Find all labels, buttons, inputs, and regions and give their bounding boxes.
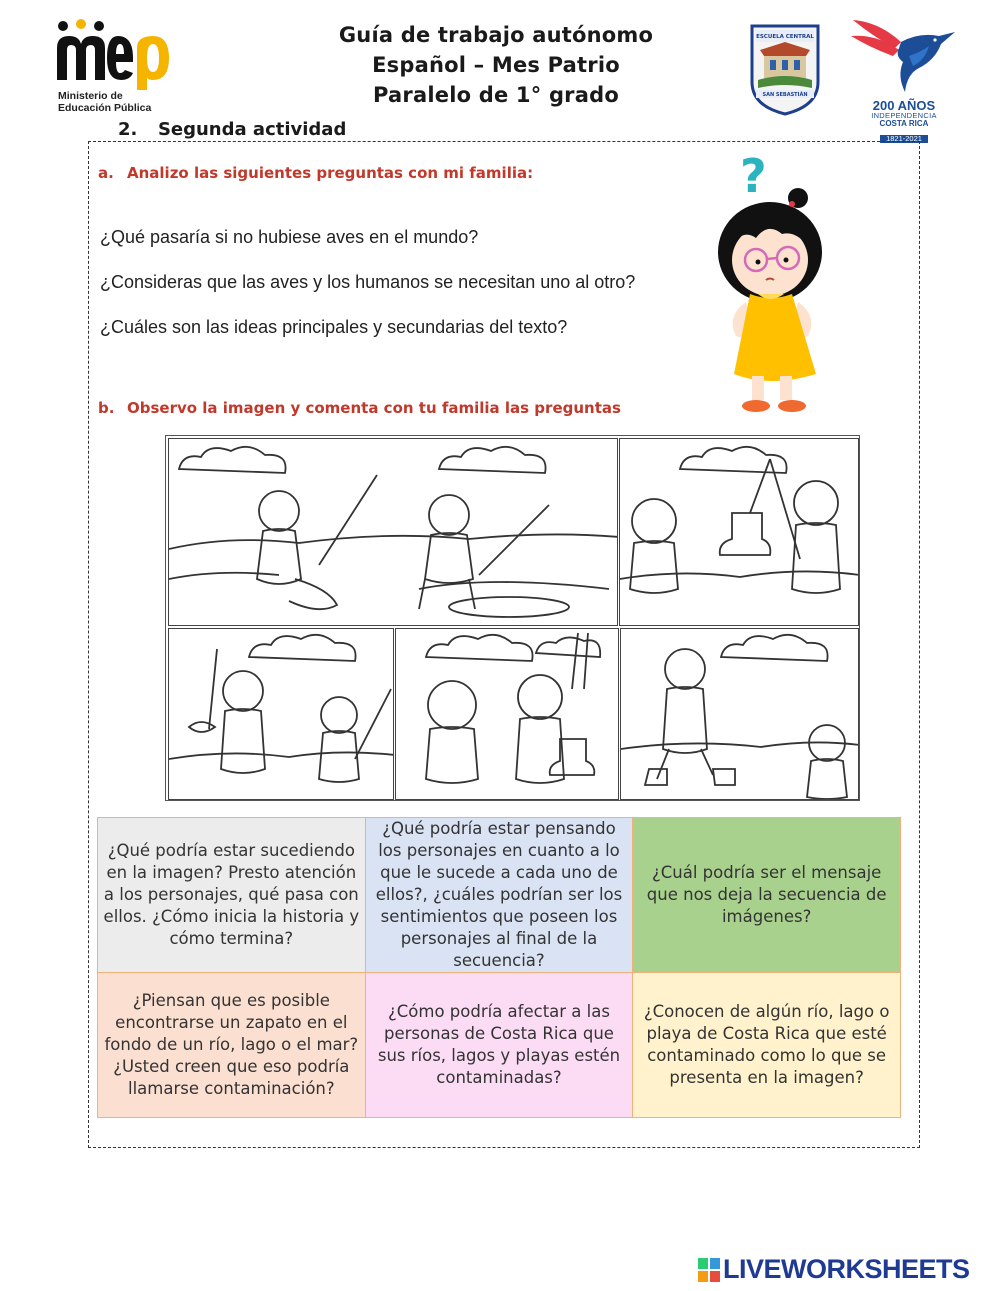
bicentennial-line-3: 1821-2021: [880, 135, 928, 143]
table-row: [98, 973, 901, 1118]
title-line-3: Paralelo de 1° grado: [373, 83, 619, 107]
section-b-letter: b.: [98, 399, 115, 417]
comic-panel-5: [620, 628, 859, 800]
section-a-heading-text: Analizo las siguientes preguntas con mi familia:: [127, 164, 534, 182]
fish-catch-icon: [169, 629, 394, 800]
table-cell: ¿Piensan que es posible encontrarse un zapato en el fondo de un río, lago o el mar? ¿Usted creen que eso podría llamarse contaminación?: [98, 973, 366, 1118]
comic-panel-3: [168, 628, 394, 800]
title-line-1: Guía de trabajo autónomo: [338, 23, 654, 47]
table-cell: ¿Qué podría estar pensando los personajes en cuanto a lo que le sucede a cada uno de ellos?, ¿cuáles podrían ser los sentimientos que poseen los personajes al final de la secuencia?: [365, 818, 633, 973]
bicentennial-line-2: COSTA RICA: [879, 119, 929, 128]
comic-panel-4: [395, 628, 619, 800]
table-cell: ¿Qué podría estar sucediendo en la imagen? Presto atención a los personajes, qué pasa con ellos. ¿Cómo inicia la historia y cómo termina?: [98, 818, 366, 973]
comic-panel-1: [168, 438, 618, 626]
question-3: ¿Cuáles son las ideas principales y secundarias del texto?: [100, 317, 568, 337]
liveworksheets-brand: LIVEWORKSHEETS: [723, 1254, 970, 1284]
activity-title: [118, 119, 346, 140]
school-seal-icon: [748, 22, 822, 116]
question-mark-icon: ?: [740, 152, 767, 203]
seal-top-text: ESCUELA CENTRAL: [756, 34, 814, 40]
questions-table: [97, 817, 901, 1118]
activity-title-text: Segunda actividad: [157, 119, 347, 140]
document-title: [300, 20, 692, 110]
seal-bottom-text: SAN SEBASTIÁN: [762, 92, 808, 98]
comic-panel-2: [619, 438, 859, 626]
walking-boot-icon: [621, 629, 859, 800]
ministry-line-1: Ministerio de: [58, 90, 123, 102]
table-cell: ¿Cómo podría afectar a las personas de Costa Rica que sus ríos, lagos y playas estén contaminadas?: [365, 973, 633, 1118]
bicentennial-text: [849, 100, 959, 146]
section-b-heading: [98, 399, 621, 417]
table-cell: ¿Conocen de algún río, lago o playa de Costa Rica que esté contaminado como lo que se presenta en la imagen?: [633, 973, 901, 1118]
table-row: [98, 818, 901, 973]
boot-catch-icon: [620, 439, 859, 626]
kids-fishing-icon: [169, 439, 618, 626]
hummingbird-icon: [849, 12, 959, 100]
comic-strip: [165, 435, 860, 801]
bicentennial-years: 200 AÑOS: [872, 98, 936, 113]
table-cell: ¿Cuál podría ser el mensaje que nos deja la secuencia de imágenes?: [633, 818, 901, 973]
section-a-heading: [98, 164, 533, 182]
section-b-heading-text: Observo la imagen y comenta con tu familia las preguntas: [127, 399, 621, 417]
crying-kid-icon: [396, 629, 619, 800]
mep-wordmark: [55, 18, 195, 90]
bicentennial-logo: [849, 12, 959, 143]
title-line-2: Español – Mes Patrio: [372, 53, 620, 77]
thinking-girl-illustration: [712, 152, 842, 422]
liveworksheets-footer[interactable]: [698, 1254, 998, 1286]
bicentennial-line-1: INDEPENDENCIA: [871, 111, 937, 120]
ministry-name: [58, 90, 151, 114]
ministry-line-2: Educación Pública: [58, 102, 152, 114]
liveworksheets-logo-icon: [698, 1258, 720, 1282]
mep-logo: [55, 18, 195, 114]
activity-number: 2.: [118, 119, 138, 140]
question-1: ¿Qué pasaría si no hubiese aves en el mundo?: [100, 227, 479, 247]
question-2: ¿Consideras que las aves y los humanos se necesitan uno al otro?: [100, 272, 636, 292]
section-a-letter: a.: [98, 164, 114, 182]
